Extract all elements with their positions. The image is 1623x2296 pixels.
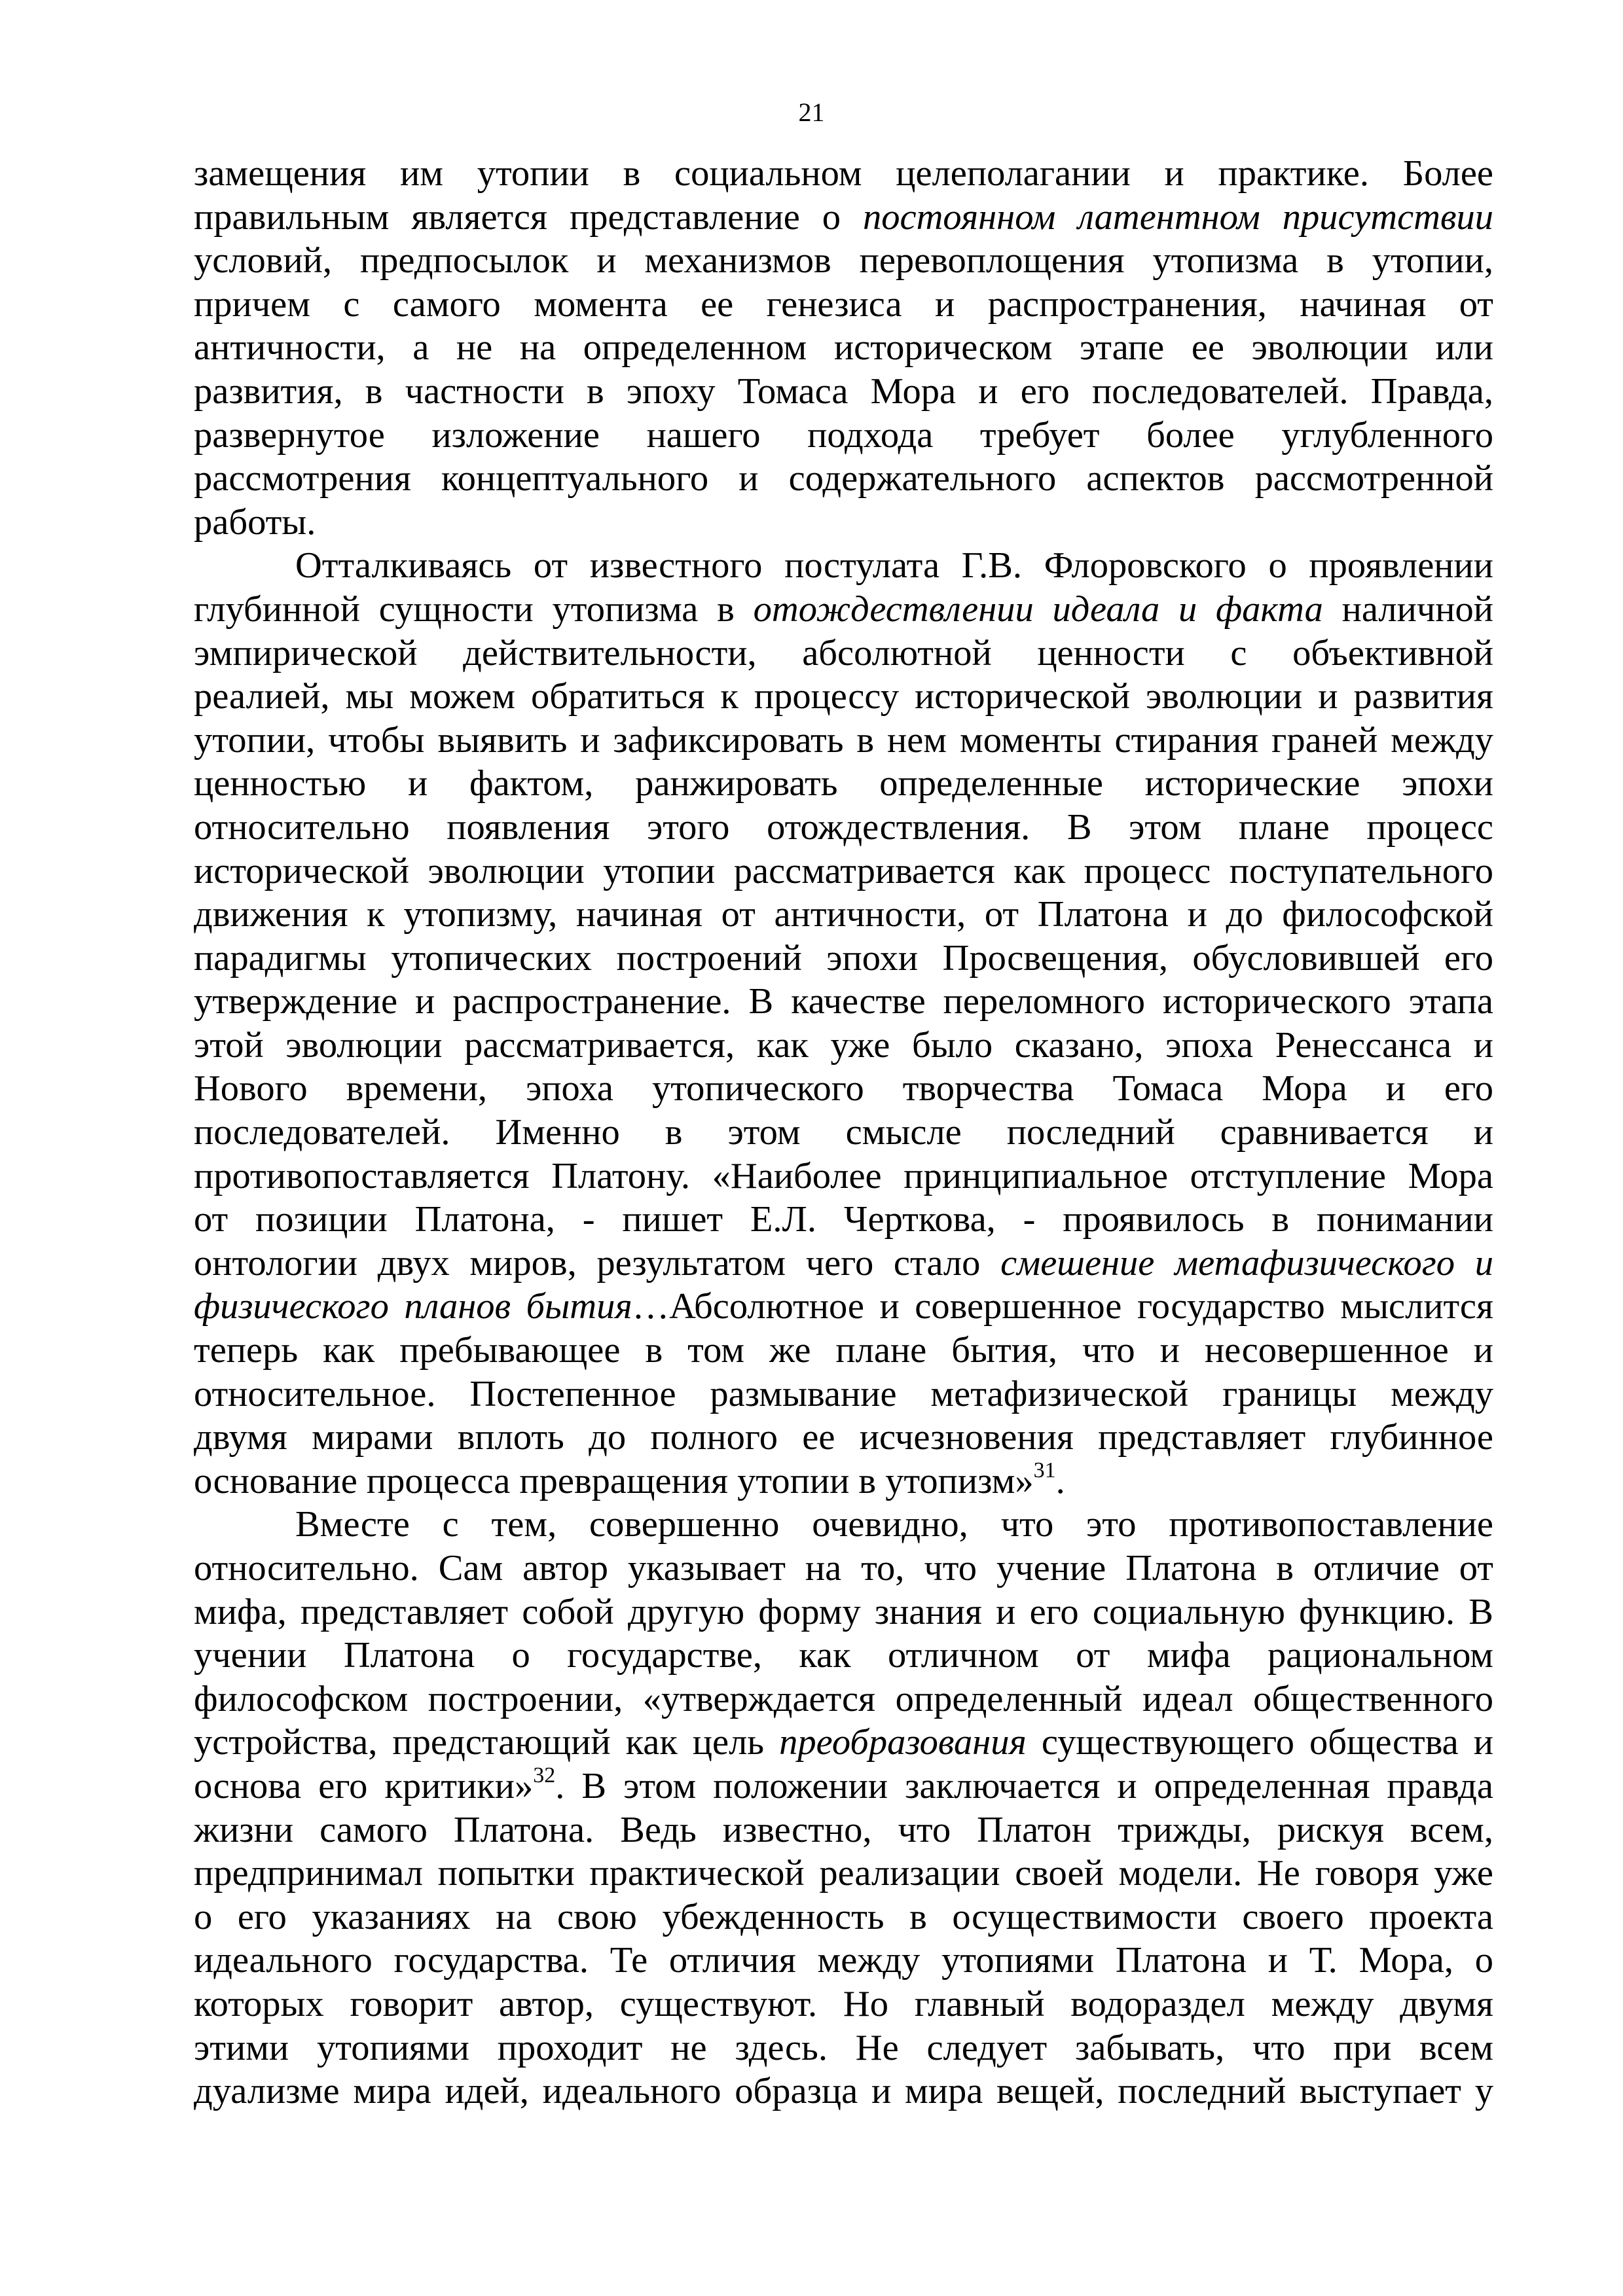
text-line xyxy=(194,632,1493,675)
text-line xyxy=(194,719,1493,762)
text-line xyxy=(194,1547,1493,1590)
text-run: относительное. Постепенное размывание метафизической границы между xyxy=(194,1373,1493,1414)
text-run: устройства, предстающий как цель xyxy=(194,1722,780,1763)
text-run: идеального государства. Те отличия между утопиями Платона и Т. Мора, о xyxy=(194,1940,1493,1981)
text-line xyxy=(194,1939,1493,1982)
italic-text: физического планов бытия xyxy=(194,1286,632,1327)
text-run: условий, предпосылок и механизмов перевоплощения утопизма в утопии, xyxy=(194,240,1493,281)
footnote-reference: 32 xyxy=(533,1763,556,1787)
italic-text: преобразования xyxy=(779,1722,1027,1763)
text-run: которых говорит автор, существуют. Но главный водораздел между двумя xyxy=(194,1983,1493,2024)
text-line xyxy=(194,1329,1493,1372)
text-line xyxy=(194,1765,1493,1808)
text-run: ценностью и фактом, ранжировать определенные исторические эпохи xyxy=(194,763,1493,804)
text-line xyxy=(194,152,1493,196)
text-line xyxy=(194,1285,1493,1329)
text-line xyxy=(194,1677,1493,1721)
text-run: двумя мирами вплоть до полного ее исчезновения представляет глубинное xyxy=(194,1417,1493,1458)
italic-text: отождествлении идеала и факта xyxy=(753,588,1323,630)
text-line xyxy=(194,501,1493,545)
text-run: Отталкиваясь от известного постулата Г.В. Флоровского о проявлении xyxy=(295,545,1493,586)
text-line xyxy=(194,1503,1493,1547)
text-run: онтологии двух миров, результатом чего стало xyxy=(194,1242,1001,1283)
text-run: утопии, чтобы выявить и зафиксировать в нем моменты стирания граней между xyxy=(194,719,1493,761)
italic-text: смешение метафизического и xyxy=(1000,1242,1493,1283)
text-run: эмпирической действительности, абсолютной ценности с объективной xyxy=(194,632,1493,673)
text-run: наличной xyxy=(1322,588,1493,630)
text-run: о его указаниях на свою убежденность в осуществимости своего проекта xyxy=(194,1896,1493,1937)
text-run: основание процесса превращения утопии в утопизм» xyxy=(194,1460,1034,1501)
text-run: парадигмы утопических построений эпохи Просвещения, обусловившей его xyxy=(194,937,1493,978)
text-run: исторической эволюции утопии рассматривается как процесс поступательного xyxy=(194,850,1493,891)
text-run: противопоставляется Платону. «Наиболее принципиальное отступление Мора xyxy=(194,1155,1493,1196)
text-line xyxy=(194,1024,1493,1067)
text-line xyxy=(194,980,1493,1024)
text-line xyxy=(194,675,1493,719)
text-line xyxy=(194,893,1493,937)
text-line xyxy=(194,588,1493,632)
text-run: существующего общества и xyxy=(1026,1722,1493,1763)
text-line xyxy=(194,1460,1493,1503)
text-line xyxy=(194,762,1493,806)
text-run: от позиции Платона, - пишет Е.Л. Черткова, - проявилось в понимании xyxy=(194,1199,1493,1240)
text-line xyxy=(194,283,1493,327)
text-line xyxy=(194,1590,1493,1634)
text-line xyxy=(194,1198,1493,1242)
text-run: относительно. Сам автор указывает на то, что учение Платона в отличие от xyxy=(194,1548,1493,1588)
text-run: этой эволюции рассматривается, как уже было сказано, эпоха Ренессанса и xyxy=(194,1024,1493,1066)
paragraph xyxy=(194,544,1493,1503)
text-line xyxy=(194,1372,1493,1416)
text-run: . xyxy=(1055,1460,1065,1501)
text-run: утверждение и распространение. В качестве переломного исторического этапа xyxy=(194,981,1493,1022)
text-run: глубинной сущности утопизма в xyxy=(194,588,754,630)
text-run: последователей. Именно в этом смысле последний сравнивается и xyxy=(194,1112,1493,1153)
text-run: жизни самого Платона. Ведь известно, что Платон трижды, рискуя всем, xyxy=(194,1809,1493,1850)
text-run: Нового времени, эпоха утопического творчества Томаса Мора и его xyxy=(194,1068,1493,1109)
text-run: теперь как пребывающее в том же плане бытия, что и несовершенное и xyxy=(194,1330,1493,1371)
text-run: движения к утопизму, начиная от античности, от Платона и до философской xyxy=(194,894,1493,935)
text-line xyxy=(194,850,1493,893)
text-run: рассмотрения концептуального и содержательного аспектов рассмотренной xyxy=(194,458,1493,499)
paragraph xyxy=(194,1503,1493,2113)
text-line xyxy=(194,457,1493,501)
text-run: мифа, представляет собой другую форму знания и его социальную функцию. В xyxy=(194,1591,1493,1632)
page-number: 21 xyxy=(798,98,825,127)
text-run: философском построении, «утверждается определенный идеал общественного xyxy=(194,1678,1493,1719)
text-line xyxy=(194,2026,1493,2070)
text-run: предпринимал попытки практической реализации своей модели. Не говоря уже xyxy=(194,1853,1493,1894)
text-line xyxy=(194,1067,1493,1111)
text-run: Вместе с тем, совершенно очевидно, что это противопоставление xyxy=(295,1504,1493,1545)
text-line xyxy=(194,1808,1493,1852)
text-run: замещения им утопии в социальном целеполагании и практике. Более xyxy=(194,153,1493,194)
text-run: основа его критики» xyxy=(194,1765,534,1806)
text-run: причем с самого момента ее генезиса и распространения, начиная от xyxy=(194,283,1493,325)
text-line xyxy=(194,544,1493,588)
italic-text: постоянном латентном присутствии xyxy=(863,196,1493,238)
text-line xyxy=(194,1111,1493,1155)
text-run: учении Платона о государстве, как отличном от мифа рациональном xyxy=(194,1635,1493,1676)
text-line xyxy=(194,1982,1493,2026)
text-run: относительно появления этого отождествления. В этом плане процесс xyxy=(194,806,1493,848)
text-line xyxy=(194,1416,1493,1460)
text-line xyxy=(194,1852,1493,1895)
text-run: античности, а не на определенном историческом этапе ее эволюции или xyxy=(194,327,1493,368)
text-line xyxy=(194,239,1493,283)
text-run: развернутое изложение нашего подхода требует более углубленного xyxy=(194,414,1493,456)
body-text xyxy=(194,152,1493,2113)
text-line xyxy=(194,937,1493,980)
text-run: этими утопиями проходит не здесь. Не следует забывать, что при всем xyxy=(194,2027,1493,2068)
text-line xyxy=(194,2070,1493,2113)
text-line xyxy=(194,370,1493,414)
text-run: реалией, мы можем обратиться к процессу исторической эволюции и развития xyxy=(194,676,1493,717)
text-run: . В этом положении заключается и определенная правда xyxy=(555,1765,1494,1806)
text-line xyxy=(194,1634,1493,1677)
text-run: развития, в частности в эпоху Томаса Мора и его последователей. Правда, xyxy=(194,370,1493,412)
text-line xyxy=(194,1721,1493,1765)
text-line xyxy=(194,1895,1493,1939)
text-line xyxy=(194,196,1493,240)
text-run: дуализме мира идей, идеального образца и мира вещей, последний выступает у xyxy=(194,2071,1493,2112)
text-line xyxy=(194,806,1493,850)
text-run: работы. xyxy=(194,501,316,543)
text-line xyxy=(194,1155,1493,1198)
text-run: правильным является представление о xyxy=(194,196,863,238)
text-line xyxy=(194,1242,1493,1285)
text-line xyxy=(194,414,1493,457)
footnote-reference: 31 xyxy=(1033,1458,1056,1482)
paragraph xyxy=(194,152,1493,544)
text-line xyxy=(194,326,1493,370)
text-run: …Абсолютное и совершенное государство мыслится xyxy=(632,1286,1494,1327)
